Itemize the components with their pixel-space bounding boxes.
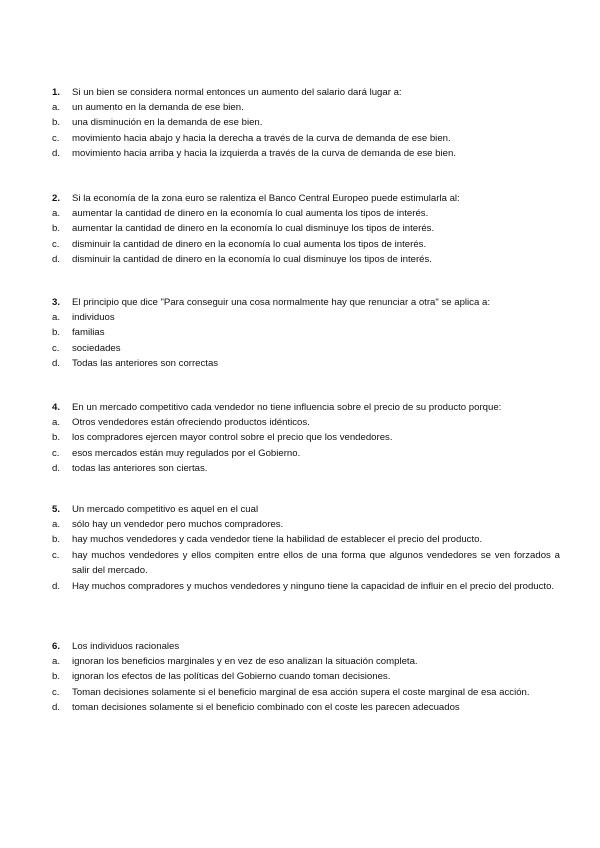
option-letter: c. — [52, 686, 60, 698]
option-letter: c. — [52, 549, 60, 561]
option-b — [52, 115, 560, 131]
option-text: hay muchos vendedores y cada vendedor tiene la habilidad de establecer el precio del producto. — [72, 534, 483, 545]
option-text: Hay muchos compradores y muchos vendedores y ninguno tiene la capacidad de influir en el precio del producto. — [72, 580, 555, 592]
option-letter: b. — [52, 432, 61, 443]
option-text: una disminución en la demanda de ese bien. — [72, 117, 263, 128]
question-4 — [52, 401, 560, 477]
question-number: 2. — [52, 193, 61, 204]
option-b — [52, 532, 560, 548]
question-5 — [52, 503, 560, 594]
option-c — [52, 685, 560, 701]
question-2 — [52, 192, 560, 268]
option-d — [52, 146, 560, 162]
option-letter: d. — [52, 254, 61, 265]
option-letter: d. — [52, 358, 61, 369]
option-text: ignoran los efectos de las políticas del Gobierno cuando toman decisiones. — [72, 671, 391, 682]
option-letter: d. — [52, 702, 61, 713]
option-letter: c. — [52, 132, 60, 144]
question-number: 5. — [52, 504, 61, 515]
option-text: los compradores ejercen mayor control sobre el precio que los vendedores. — [72, 432, 393, 443]
option-text: Todas las anteriores son correctas — [72, 358, 219, 369]
option-text: individuos — [72, 311, 115, 323]
option-text: hay muchos vendedores y ellos compiten entre ellos de una forma que algunos vendedores se ven forzados a salir del mercado. — [72, 549, 560, 576]
option-letter: a. — [52, 416, 61, 428]
option-d — [52, 700, 560, 716]
question-6 — [52, 640, 560, 716]
option-text: disminuir la cantidad de dinero en la economía lo cual disminuye los tipos de interés. — [72, 254, 432, 265]
option-letter: a. — [52, 655, 61, 667]
option-c — [52, 548, 560, 579]
option-a — [52, 415, 560, 431]
option-letter: b. — [52, 671, 61, 682]
question-text: Si un bien se considera normal entonces un aumento del salario dará lugar a: — [72, 87, 402, 98]
option-letter: d. — [52, 463, 61, 474]
option-text: sociedades — [72, 342, 121, 354]
option-text: aumentar la cantidad de dinero en la economía lo cual aumenta los tipos de interés. — [72, 207, 429, 219]
option-d — [52, 579, 560, 595]
option-letter: c. — [52, 342, 60, 354]
option-letter: a. — [52, 101, 61, 113]
option-letter: c. — [52, 238, 60, 250]
question-text: Los individuos racionales — [72, 641, 180, 652]
question-1 — [52, 86, 560, 162]
option-c — [52, 131, 560, 147]
option-d — [52, 356, 560, 372]
option-letter: b. — [52, 117, 61, 128]
option-b — [52, 325, 560, 341]
option-text: esos mercados están muy regulados por el Gobierno. — [72, 447, 301, 459]
option-a — [52, 100, 560, 116]
option-letter: a. — [52, 518, 61, 530]
option-text: Otros vendedores están ofreciendo productos idénticos. — [72, 416, 310, 428]
question-text: En un mercado competitivo cada vendedor no tiene influencia sobre el precio de su producto porque: — [72, 402, 502, 413]
option-text: familias — [72, 327, 105, 338]
option-b — [52, 430, 560, 446]
question-number: 6. — [52, 641, 61, 652]
question-number: 1. — [52, 87, 61, 98]
option-letter: d. — [52, 148, 61, 159]
option-c — [52, 237, 560, 253]
option-text: aumentar la cantidad de dinero en la economía lo cual disminuye los tipos de interés. — [72, 223, 435, 234]
option-c — [52, 446, 560, 462]
option-c — [52, 341, 560, 357]
option-d — [52, 252, 560, 268]
option-letter: b. — [52, 327, 61, 338]
option-a — [52, 654, 560, 670]
option-letter: a. — [52, 311, 61, 323]
option-b — [52, 221, 560, 237]
option-text: movimiento hacia arriba y hacia la izquierda a través de la curva de demanda de ese bien. — [72, 148, 456, 159]
option-letter: b. — [52, 223, 61, 234]
question-3 — [52, 296, 560, 372]
question-text: Un mercado competitivo es aquel en el cual — [72, 504, 259, 515]
option-text: ignoran los beneficios marginales y en vez de eso analizan la situación completa. — [72, 655, 418, 667]
option-d — [52, 461, 560, 477]
option-text: sólo hay un vendedor pero muchos compradores. — [72, 518, 284, 530]
question-number: 3. — [52, 297, 61, 308]
question-text: El principio que dice "Para conseguir una cosa normalmente hay que renunciar a otra" se aplica a: — [72, 297, 490, 308]
option-letter: c. — [52, 447, 60, 459]
option-a — [52, 517, 560, 533]
question-text: Si la economía de la zona euro se ralentiza el Banco Central Europeo puede estimularla al: — [72, 193, 460, 204]
option-text: todas las anteriores son ciertas. — [72, 463, 208, 474]
question-number: 4. — [52, 402, 61, 413]
option-b — [52, 669, 560, 685]
option-letter: b. — [52, 534, 61, 545]
option-text: movimiento hacia abajo y hacia la derecha a través de la curva de demanda de ese bien. — [72, 132, 451, 144]
option-text: un aumento en la demanda de ese bien. — [72, 101, 244, 113]
option-text: disminuir la cantidad de dinero en la economía lo cual aumenta los tipos de interés. — [72, 238, 427, 250]
option-letter: a. — [52, 207, 61, 219]
option-letter: d. — [52, 580, 61, 592]
option-a — [52, 206, 560, 222]
option-a — [52, 310, 560, 326]
option-text: Toman decisiones solamente si el beneficio marginal de esa acción supera el coste marginal de esa acción. — [72, 686, 530, 698]
option-text: toman decisiones solamente si el beneficio combinado con el coste les parecen adecuados — [72, 702, 460, 713]
